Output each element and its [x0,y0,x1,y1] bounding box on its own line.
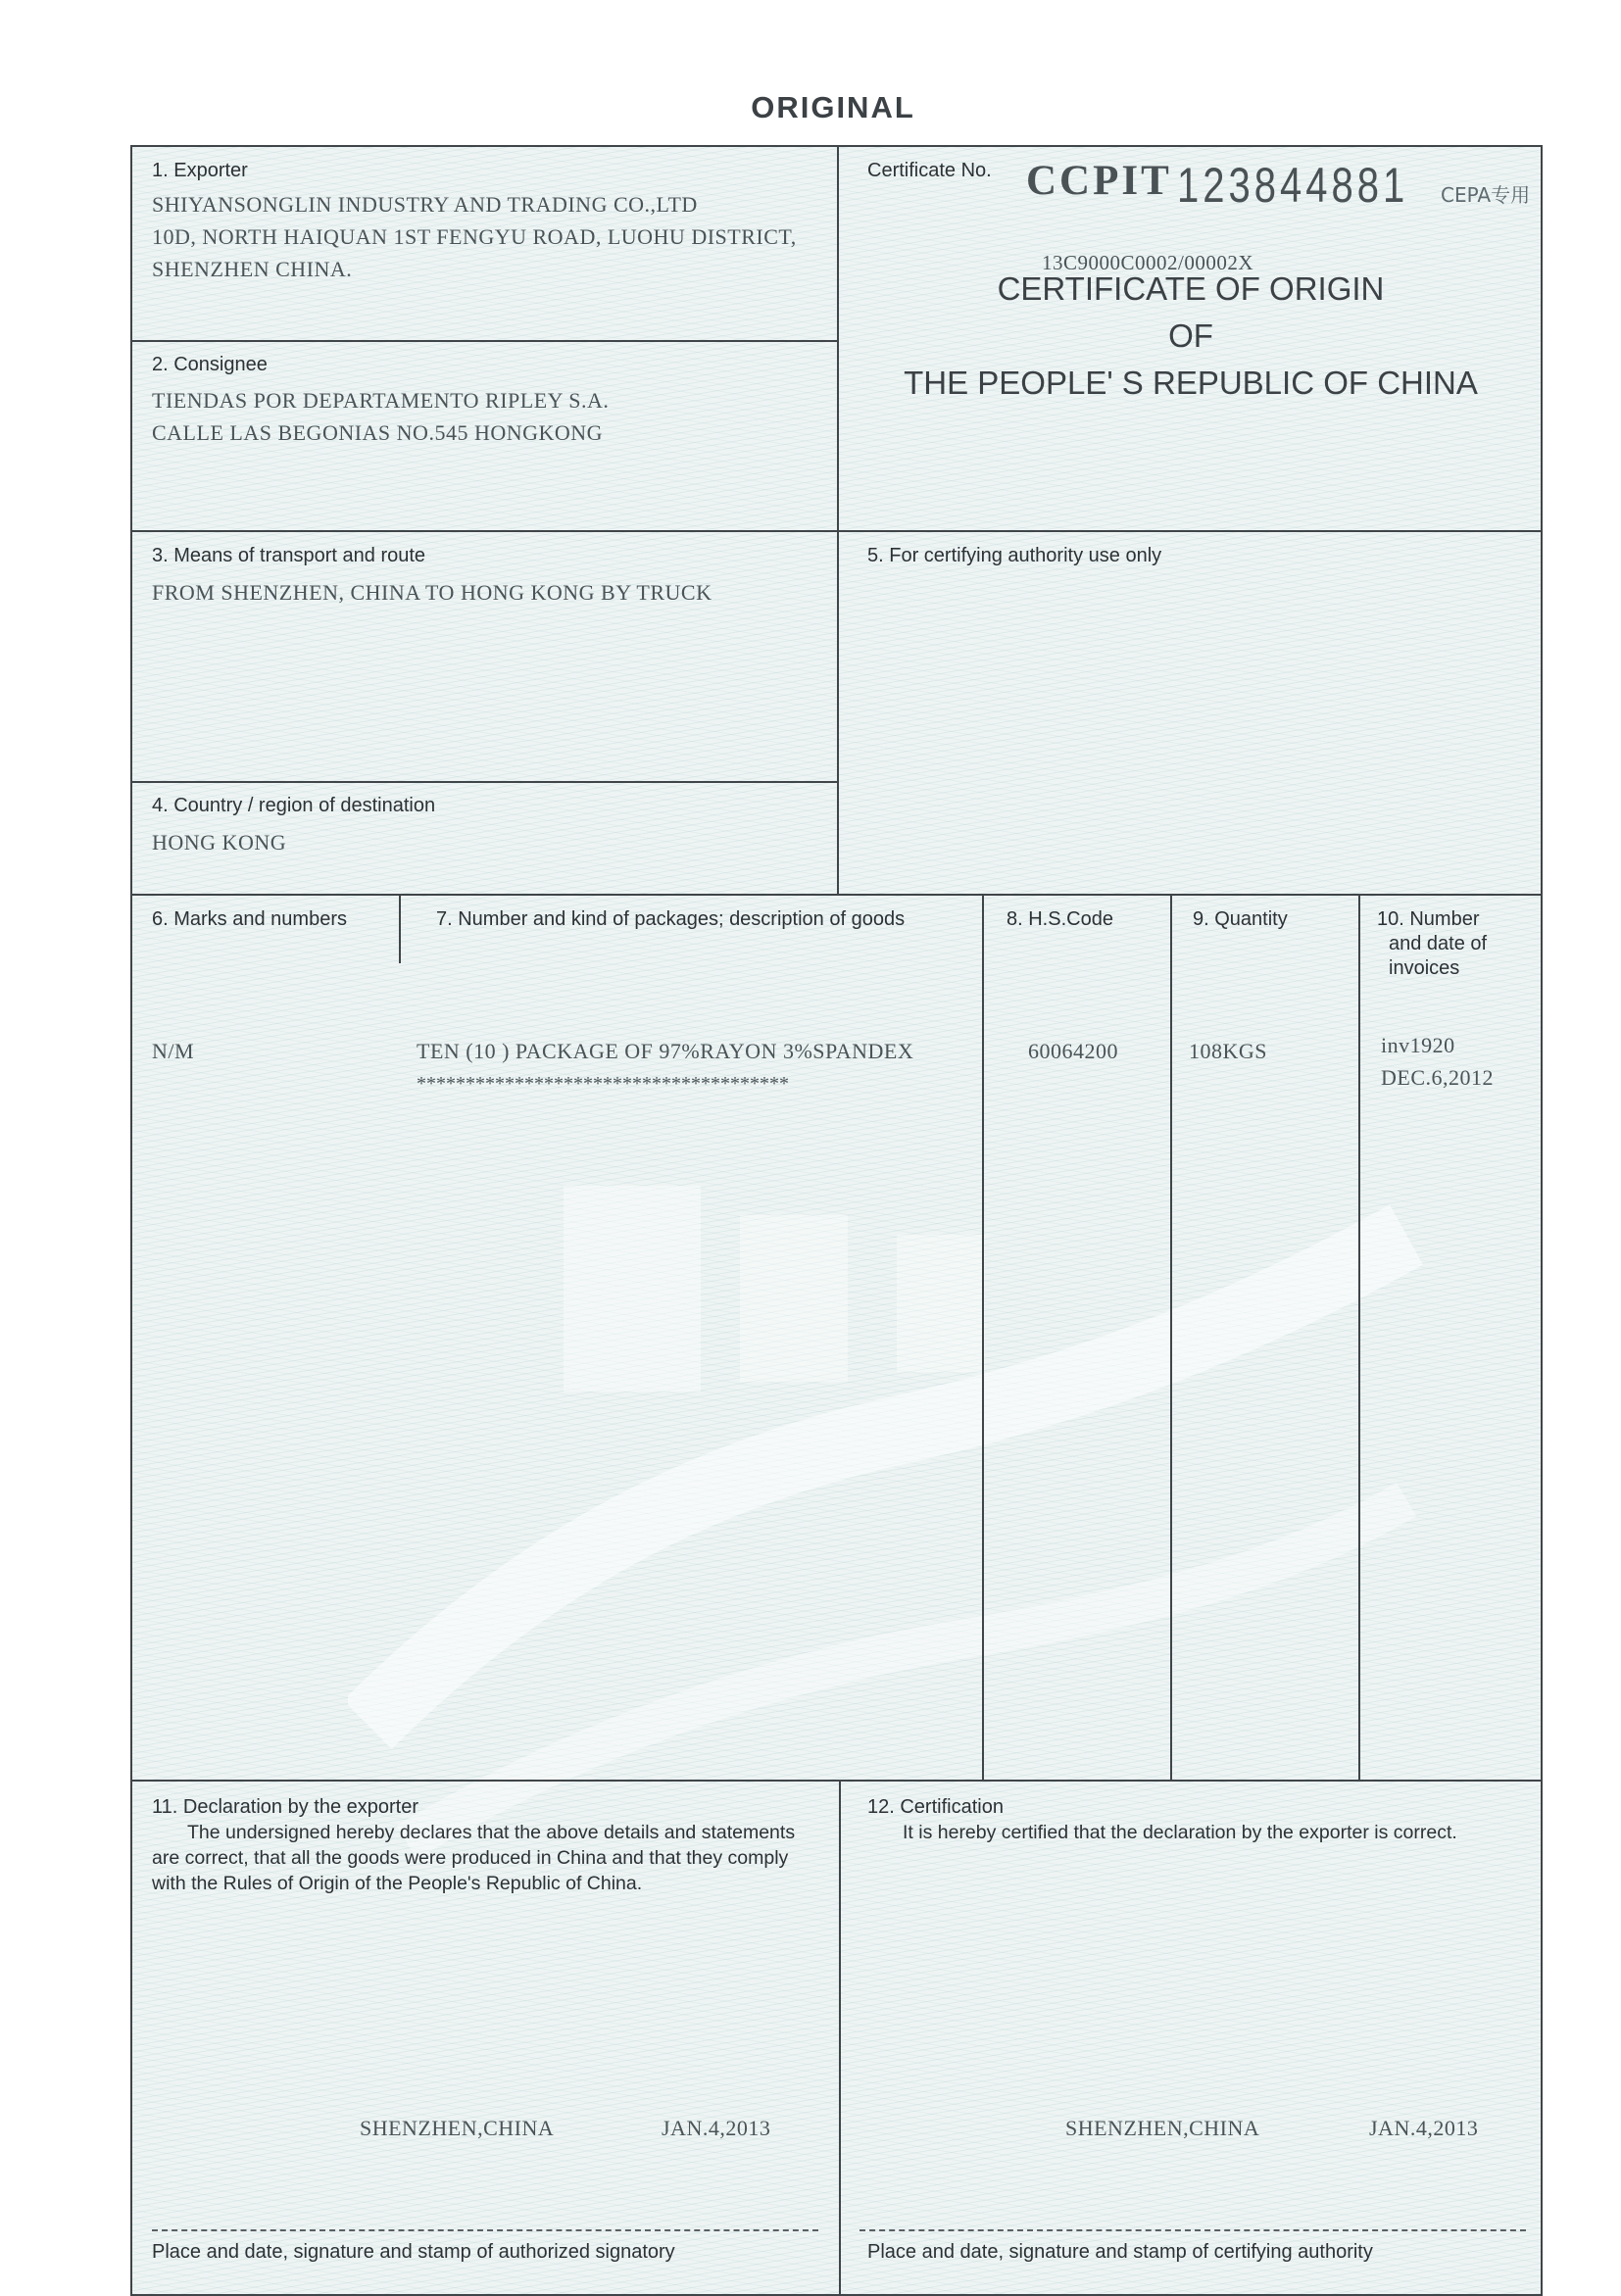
certificate-number: 123844881 [1177,158,1409,213]
certificate-prefix: CCPIT [1026,158,1172,204]
certificate-form [130,145,1543,2296]
authority-use-label: 5. For certifying authority use only [867,545,1162,566]
consignee-line: TIENDAS POR DEPARTAMENTO RIPLEY S.A. [152,388,610,413]
quantity-header: 9. Quantity [1193,908,1288,930]
quantity-value: 108KGS [1189,1039,1268,1063]
cepa-mark: CEPA专用 [1441,183,1531,207]
exporter-line: SHIYANSONGLIN INDUSTRY AND TRADING CO.,LTD [152,192,698,217]
destination-label: 4. Country / region of destination [152,795,436,816]
declaration-text: The undersigned hereby declares that the above details and statements are correct, that all the goods were produced in China and that they comply with the Rules of Origin of the People's Republic of China. [152,1822,796,1894]
declaration-date: JAN.4,2013 [662,2116,771,2140]
certificate-title: OF [1168,318,1213,354]
certification-date: JAN.4,2013 [1369,2116,1479,2140]
invoices-header: invoices [1389,957,1460,979]
declaration-footer: Place and date, signature and stamp of authorized signatory [152,2241,675,2263]
transport-label: 3. Means of transport and route [152,545,426,566]
hs-code-header: 8. H.S.Code [1007,908,1113,930]
certificate-no-label: Certificate No. [867,160,992,181]
invoices-header: 10. Number [1377,908,1480,930]
certificate-title: CERTIFICATE OF ORIGIN [997,270,1385,307]
exporter-line: SHENZHEN CHINA. [152,257,353,281]
certification-footer: Place and date, signature and stamp of certifying authority [867,2241,1373,2263]
description-header: 7. Number and kind of packages; description of goods [436,908,906,930]
description-stars: ************************************** [417,1073,789,1095]
declaration-place: SHENZHEN,CHINA [360,2116,555,2140]
description-value: TEN (10 ) PACKAGE OF 97%RAYON 3%SPANDEX [417,1039,914,1063]
document-heading: ORIGINAL [751,90,915,124]
certification-label: 12. Certification [867,1796,1004,1818]
certification-text: It is hereby certified that the declaration by the exporter is correct. [903,1822,1457,1843]
marks-header: 6. Marks and numbers [152,908,347,930]
hs-code-value: 60064200 [1028,1039,1118,1063]
exporter-label: 1. Exporter [152,160,248,181]
declaration-label: 11. Declaration by the exporter [152,1796,419,1818]
consignee-line: CALLE LAS BEGONIAS NO.545 HONGKONG [152,420,604,445]
invoices-header: and date of [1389,933,1488,954]
invoice-date: DEC.6,2012 [1381,1065,1494,1090]
certificate-reference: 13C9000C0002/00002X [1042,251,1254,274]
marks-value: N/M [152,1039,195,1063]
exporter-line: 10D, NORTH HAIQUAN 1ST FENGYU ROAD, LUOHU DISTRICT, [152,224,797,249]
transport-value: FROM SHENZHEN, CHINA TO HONG KONG BY TRUCK [152,580,712,605]
consignee-label: 2. Consignee [152,354,268,375]
certificate-title: THE PEOPLE' S REPUBLIC OF CHINA [904,365,1478,401]
invoice-number: inv1920 [1381,1033,1455,1057]
certification-place: SHENZHEN,CHINA [1065,2116,1260,2140]
destination-value: HONG KONG [152,830,287,855]
